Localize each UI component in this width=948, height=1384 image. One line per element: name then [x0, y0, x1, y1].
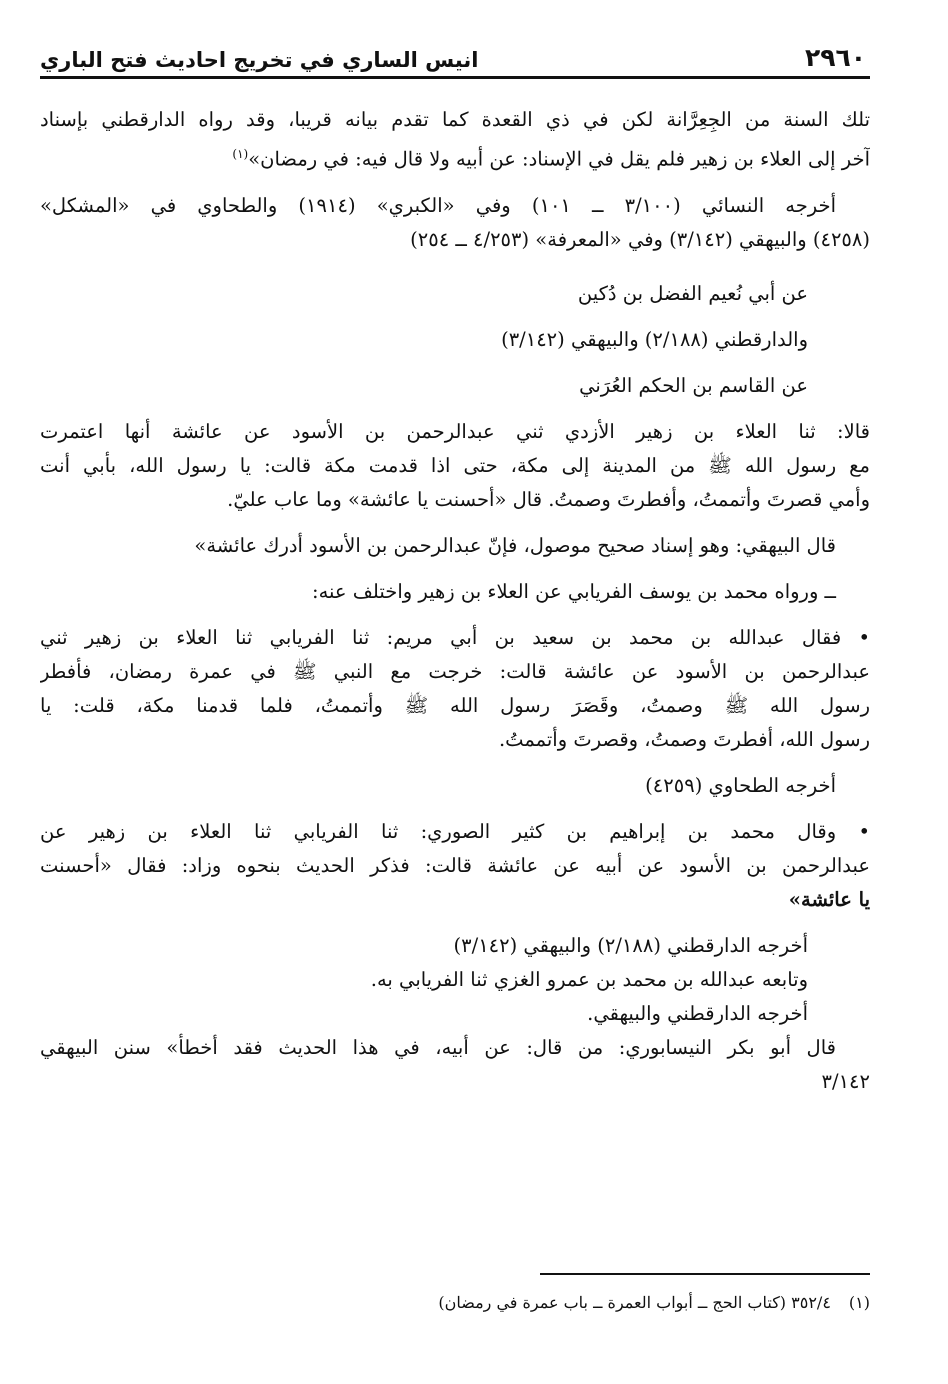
- text-line: عن القاسم بن الحكم العُرَني: [579, 373, 808, 397]
- footnote-rule: [540, 1273, 870, 1275]
- text-line: عبدالرحمن بن الأسود عن عائشة قالت: خرجت مع النبي ﷺ في عمرة رمضان، فأفطر: [40, 659, 870, 683]
- text-line: قال البيهقي: وهو إسناد صحيح موصول، فإنّ عبدالرحمن بن الأسود أدرك عائشة»: [194, 533, 836, 557]
- text-line: (٤٢٥٨) والبيهقي (٣/١٤٢) وفي «المعرفة» (٤/٢٥٣ ــ ٢٥٤): [410, 227, 870, 251]
- text-line: قالا: ثنا العلاء بن زهير الأزدي ثني عبدالرحمن بن الأسود عن عائشة أنها اعتمرت: [40, 419, 870, 443]
- footnote-text: ٣٥٢/٤ (كتاب الحج ــ أبواب العمرة ــ باب عمرة في رمضان): [438, 1293, 831, 1312]
- text-line: رسول الله ﷺ وصمتُ، وقَصَرَ رسول الله ﷺ وأتممتُ، فلما قدمنا مكة، قلت: يا: [40, 693, 870, 717]
- text-line: تلك السنة من الجِعِرَّانة لكن في ذي القعدة كما تقدم بيانه قريبا، وقد رواه الدارقطني بإسناد: [40, 108, 870, 131]
- text-line: وأمي قصرتَ وأتممتُ، وأفطرتَ وصمتُ. قال «أحسنت يا عائشة» وما عاب عليّ.: [227, 487, 870, 511]
- footnote: [40, 1293, 870, 1312]
- text-line: • فقال عبدالله بن محمد بن سعيد بن أبي مريم: ثنا الفريابي ثنا العلاء بن زهير ثني: [40, 625, 870, 649]
- text-line: يا عائشة»: [788, 887, 870, 911]
- text-line: والدارقطني (٢/١٨٨) والبيهقي (٣/١٤٢): [501, 327, 808, 351]
- footnote-marker: (١): [232, 147, 249, 161]
- page-header: [40, 28, 870, 79]
- book-page: [40, 28, 870, 1368]
- text-line: مع رسول الله ﷺ من المدينة إلى مكة، حتى اذا قدمت مكة قالت: يا رسول الله، بأبي أنت: [40, 453, 870, 477]
- text-line: ٣/١٤٢: [821, 1069, 870, 1093]
- page-number: ٢٩٦٠: [804, 43, 866, 72]
- text-line: أخرجه الطحاوي (٤٢٥٩): [645, 773, 836, 797]
- main-text: [40, 103, 870, 1099]
- running-title: انيس الساري في تخريج احاديث فتح الباري: [40, 48, 479, 72]
- text-line: • وقال محمد بن إبراهيم بن كثير الصوري: ثنا الفريابي ثنا العلاء بن زهير عن: [40, 819, 870, 843]
- footnotes: [40, 1273, 870, 1312]
- text-line: أخرجه النسائي (٣/١٠٠ ــ ١٠١) وفي «الكبري» (١٩١٤) والطحاوي في «المشكل»: [40, 193, 836, 217]
- footnote-number: (١): [848, 1293, 870, 1312]
- text-line: رسول الله، أفطرتَ وصمتُ، وقصرتَ وأتممتُ.: [498, 727, 870, 751]
- text-line: أخرجه الدارقطني والبيهقي.: [587, 1001, 808, 1025]
- text-line: ــ ورواه محمد بن يوسف الفريابي عن العلاء بن زهير واختلف عنه:: [312, 579, 836, 603]
- text-line: قال أبو بكر النيسابوري: من قال: عن أبيه، في هذا الحديث فقد أخطأ» سنن البيهقي: [40, 1035, 836, 1059]
- text-line: عبدالرحمن بن الأسود عن أبيه عن عائشة قالت: فذكر الحديث بنحوه وزاد: فقال «أحسنت: [40, 853, 870, 877]
- text-line: [40, 137, 870, 177]
- text-line: عن أبي نُعيم الفضل بن دُكين: [577, 281, 808, 305]
- text-line: أخرجه الدارقطني (٢/١٨٨) والبيهقي (٣/١٤٢): [453, 933, 808, 957]
- text-line: وتابعه عبدالله بن محمد بن عمرو الغزي ثنا الفريابي به.: [370, 967, 808, 991]
- text-line-content: آخر إلى العلاء بن زهير فلم يقل في الإسناد: عن أبيه ولا قال فيه: في رمضان»: [248, 147, 870, 171]
